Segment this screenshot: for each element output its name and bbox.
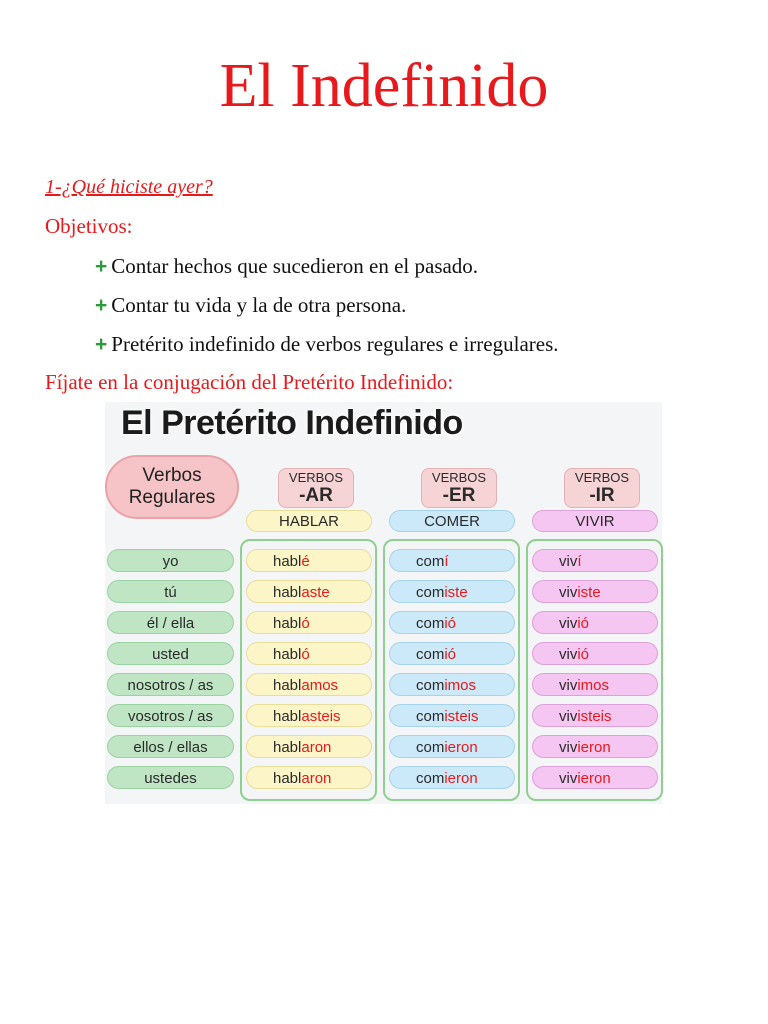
verb-ending: é [301,553,310,570]
verb-ending: asteis [301,708,341,725]
objective-item: + Pretérito indefinido de verbos regulares e irregulares. [95,332,559,356]
verb-stem: viv [559,553,578,570]
verb-stem: viv [559,584,578,601]
group-header-ar: VERBOS -AR [278,468,354,508]
verb-ending: ó [301,646,310,663]
column-frame-ar [240,539,377,801]
verb-name-comer: COMER [389,510,515,532]
group-header-ir: VERBOS -IR [564,468,640,508]
verb-ending: isteis [444,708,479,725]
pronoun-cell: usted [107,642,234,665]
conjugation-cell-er [389,580,515,603]
chart-title: El Pretérito Indefinido [121,404,463,442]
conjugation-cell-ir [532,549,658,572]
conjugation-cell-ir [532,580,658,603]
conjugation-chart [105,402,662,804]
activity-heading: 1-¿Qué hiciste ayer? [45,176,213,198]
conjugation-cell-ar [246,704,372,727]
verb-name-vivir: VIVIR [532,510,658,532]
conjugation-cell-ar [246,549,372,572]
verb-stem: habl [273,584,302,601]
conjugation-cell-ir [532,611,658,634]
verb-stem: viv [559,646,578,663]
verb-ending: í [444,553,449,570]
pronoun-cell: nosotros / as [107,673,234,696]
verb-stem: habl [273,708,302,725]
objective-item: + Contar tu vida y la de otra persona. [95,293,407,317]
pronoun-cell: vosotros / as [107,704,234,727]
conjugation-cell-er [389,735,515,758]
verb-stem: viv [559,739,578,756]
plus-icon: + [95,333,108,356]
verb-ending: ió [444,646,457,663]
verb-stem: habl [273,615,302,632]
verb-ending: ió [577,646,590,663]
verb-stem: habl [273,646,302,663]
verb-stem: habl [273,770,302,787]
verb-stem: viv [559,770,578,787]
conjugation-cell-ar [246,766,372,789]
pronoun-cell: ellos / ellas [107,735,234,758]
verb-stem: com [416,584,445,601]
verb-stem: habl [273,677,302,694]
objectives-label: Objetivos: [45,214,133,238]
verb-ending: ieron [577,739,611,756]
column-frame-er [383,539,520,801]
conjugation-cell-ir [532,642,658,665]
verb-stem: habl [273,553,302,570]
verb-stem: com [416,770,445,787]
verb-stem: viv [559,615,578,632]
verb-ending: aron [301,739,332,756]
conjugation-cell-ar [246,673,372,696]
verb-stem: habl [273,739,302,756]
objective-item: + Contar hechos que sucedieron en el pasado. [95,254,479,278]
column-frame-ir [526,539,663,801]
verb-ending: ió [444,615,457,632]
verb-ending: iste [444,584,468,601]
verb-name-hablar: HABLAR [246,510,372,532]
verb-ending: amos [301,677,339,694]
verb-ending: isteis [577,708,612,725]
conjugation-cell-er [389,549,515,572]
conjugation-cell-ar [246,611,372,634]
pronoun-cell: ustedes [107,766,234,789]
verb-stem: com [416,553,445,570]
conjugation-cell-ar [246,642,372,665]
pronoun-cell: él / ella [107,611,234,634]
page-title: El Indefinido [219,52,549,120]
verb-ending: ó [301,615,310,632]
verb-ending: iste [577,584,601,601]
verb-ending: ió [577,615,590,632]
verb-ending: ieron [444,739,478,756]
verb-stem: viv [559,677,578,694]
conjugation-cell-er [389,704,515,727]
conjugation-cell-ar [246,735,372,758]
verb-ending: ieron [444,770,478,787]
conjugation-cell-ir [532,704,658,727]
verb-ending: aron [301,770,332,787]
verb-ending: í [577,553,582,570]
verb-ending: ieron [577,770,611,787]
verb-stem: com [416,677,445,694]
pronoun-cell: yo [107,549,234,572]
plus-icon: + [95,255,108,278]
plus-icon: + [95,294,108,317]
conjugation-cell-ir [532,735,658,758]
conjugation-cell-ir [532,673,658,696]
verb-stem: viv [559,708,578,725]
regular-verbs-badge: Verbos Regulares [105,455,239,519]
verb-stem: com [416,708,445,725]
verb-stem: com [416,615,445,632]
verb-ending: aste [301,584,330,601]
verb-ending: imos [577,677,610,694]
verb-ending: imos [444,677,477,694]
conjugation-cell-er [389,642,515,665]
conjugation-cell-er [389,673,515,696]
instruction-text: Fíjate en la conjugación del Pretérito Indefinido: [45,370,454,394]
objectives-list [95,254,559,371]
group-header-er: VERBOS -ER [421,468,497,508]
conjugation-cell-ar [246,580,372,603]
conjugation-cell-er [389,766,515,789]
conjugation-cell-ir [532,766,658,789]
verb-stem: com [416,646,445,663]
verb-stem: com [416,739,445,756]
conjugation-cell-er [389,611,515,634]
pronoun-cell: tú [107,580,234,603]
